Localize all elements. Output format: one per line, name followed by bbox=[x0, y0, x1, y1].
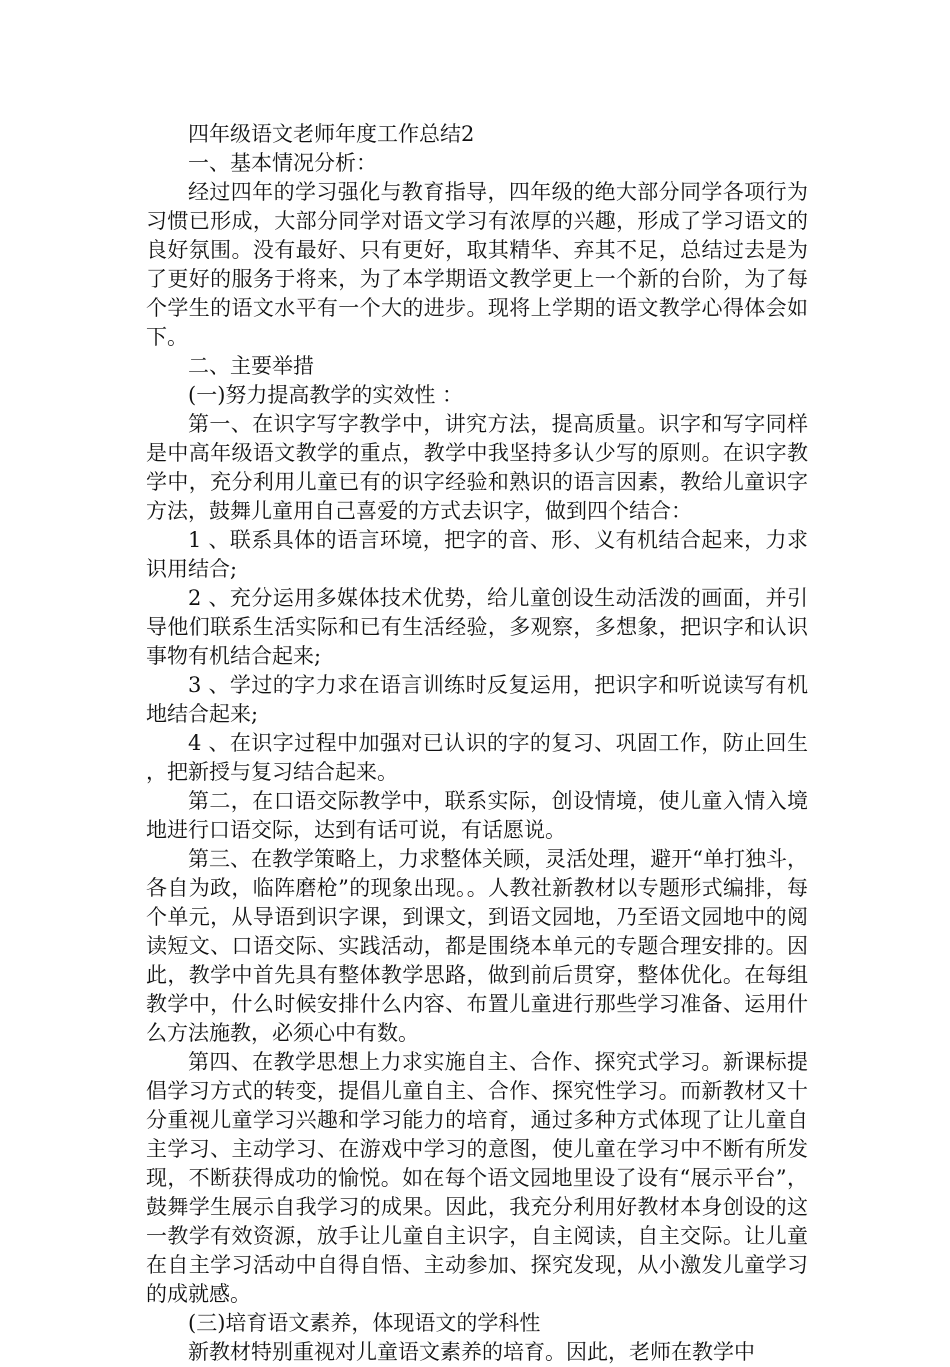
section-heading-basic-situation: 一、基本情况分析： bbox=[188, 151, 377, 175]
paragraph: 第三、在教学策略上，力求整体关顾，灵活处理，避开“单打独斗，各自为政，临阵磨枪”的现象出现。。人教社新教材以专题形式编排，每个单元，从导语到识字课，到课文，到语文园地，乃至语文园地中的阅读短文、口语交际、实践活动，都是围绕本单元的专题合理安排的。因此，教学中首先具有整体教学思路，做到前后贯穿，整体优化。在每组教学中，什么时候安排什么内容、布置儿童进行那些学习准备、运用什么方法施教，必须心中有数。 bbox=[146, 847, 808, 1045]
paragraph: 经过四年的学习强化与教育指导，四年级的绝大部分同学各项行为习惯已形成，大部分同学对语文学习有浓厚的兴趣，形成了学习语文的良好氛围。没有最好、只有更好，取其精华、弃其不足，总结过去是为了更好的服务于将来，为了本学期语文教学更上一个新的台阶，为了每个学生的语文水平有一个大的进步。现将上学期的语文教学心得体会如下。 bbox=[146, 180, 808, 349]
list-item: 3 、学过的字力求在语言训练时反复运用，把识字和听说读写有机地结合起来; bbox=[146, 673, 808, 726]
list-item: 4 、在识字过程中加强对已认识的字的复习、巩固工作，防止回生，把新授与复习结合起来。 bbox=[146, 731, 808, 784]
list-item: 2 、充分运用多媒体技术优势，给儿童创设生动活泼的画面，并引导他们联系生活实际和已有生活经验，多观察，多想象，把识字和认识事物有机结合起来; bbox=[146, 586, 808, 668]
list-item: 1 、联系具体的语言环境，把字的音、形、义有机结合起来，力求识用结合; bbox=[146, 528, 808, 581]
document-title: 四年级语文老师年度工作总结2 bbox=[188, 122, 475, 146]
paragraph: 新教材特别重视对儿童语文素养的培育。因此，老师在教学中 bbox=[188, 1340, 755, 1364]
section-heading-main-measures: 二、主要举措 bbox=[188, 354, 314, 378]
paragraph: 第一、在识字写字教学中，讲究方法，提高质量。识字和写字同样是中高年级语文教学的重点，教学中我坚持多认少写的原则。在识字教学中，充分利用儿童已有的识字经验和熟识的语言因素，教给儿童识字方法，鼓舞儿童用自己喜爱的方式去识字，做到四个结合： bbox=[146, 412, 808, 523]
document-body bbox=[146, 120, 808, 1367]
paragraph: 第二，在口语交际教学中，联系实际，创设情境，使儿童入情入境地进行口语交际，达到有话可说，有话愿说。 bbox=[146, 789, 808, 842]
subsection-heading-literacy: (三)培育语文素养，体现语文的学科性 bbox=[188, 1311, 541, 1335]
paragraph: 第四、在教学思想上力求实施自主、合作、探究式学习。新课标提倡学习方式的转变，提倡儿童自主、合作、探究性学习。而新教材又十分重视儿童学习兴趣和学习能力的培育，通过多种方式体现了让儿童自主学习、主动学习、在游戏中学习的意图，使儿童在学习中不断有所发现，不断获得成功的愉悦。如在每个语文园地里设了设有“展示平台”，鼓舞学生展示自我学习的成果。因此，我充分利用好教材本身创设的这一教学有效资源，放手让儿童自主识字，自主阅读，自主交际。让儿童在自主学习活动中自得自悟、主动参加、探究发现，从小激发儿童学习的成就感。 bbox=[146, 1050, 808, 1306]
subsection-heading-effectiveness: (一)努力提高教学的实效性 ： bbox=[188, 383, 464, 407]
